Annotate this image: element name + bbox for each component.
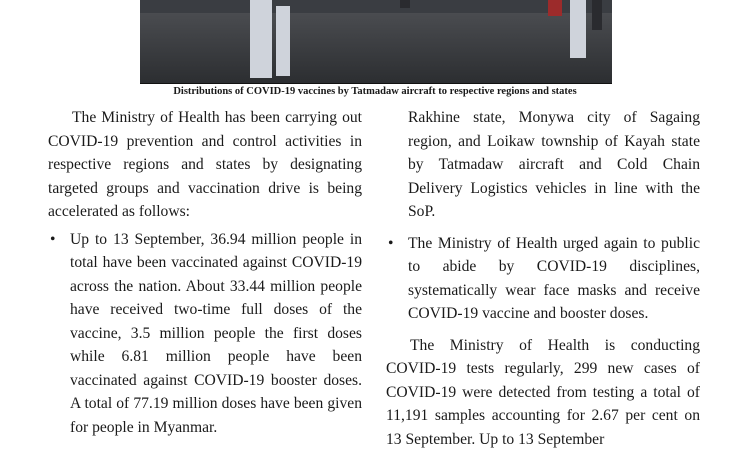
bullet-text: Up to 13 September, 36.94 million people in total have been vaccinated against COVID-19 across the nation. About 33.44 million people have received two-time full doses of the vaccine, 3.5 million people the first doses while 6.81 million people have been vaccinated against COVID-19 booster doses. A total of 77.19 million doses have been given for people in Myanmar. [70,230,362,436]
person-figure [400,0,410,8]
bullet-item [386,232,700,326]
bullet-item [48,228,362,440]
news-photo [140,0,612,84]
person-figure [592,0,602,30]
testing-paragraph: The Ministry of Health is conducting COVID-19 tests regularly, 299 new cases of COVID-19 were detected from testing a total of 11,191 samples accounting for 2.67 per cent on 13 September. Up to 13 September [386,336,700,448]
bullet-text: Rakhine state, Monywa city of Sagaing region, and Loikaw township of Kayah state by Tatmadaw aircraft and Cold Chain Delivery Logistics vehicles in line with the SoP. [408,109,700,220]
right-column [386,106,700,451]
intro-paragraph: The Ministry of Health has been carrying out COVID-19 prevention and control activities in respective regions and states by designating targeted groups and vaccination drive is being accelerated as follows: [48,109,362,220]
soldier-figure [570,0,586,58]
tarmac [140,13,612,83]
person-figure [548,0,562,16]
soldier-figure [250,0,272,78]
left-column [48,106,362,439]
bullet-continuation [386,106,700,224]
bullet-text: The Ministry of Health urged again to public to abide by COVID-19 disciplines, systematically wear face masks and receive COVID-19 vaccine and booster doses. [408,234,700,322]
photo-caption: Distributions of COVID-19 vaccines by Tatmadaw aircraft to respective regions and states [173,86,577,97]
soldier-figure [276,6,290,76]
bullet-icon: • [388,234,394,252]
bullet-icon: • [50,230,56,248]
